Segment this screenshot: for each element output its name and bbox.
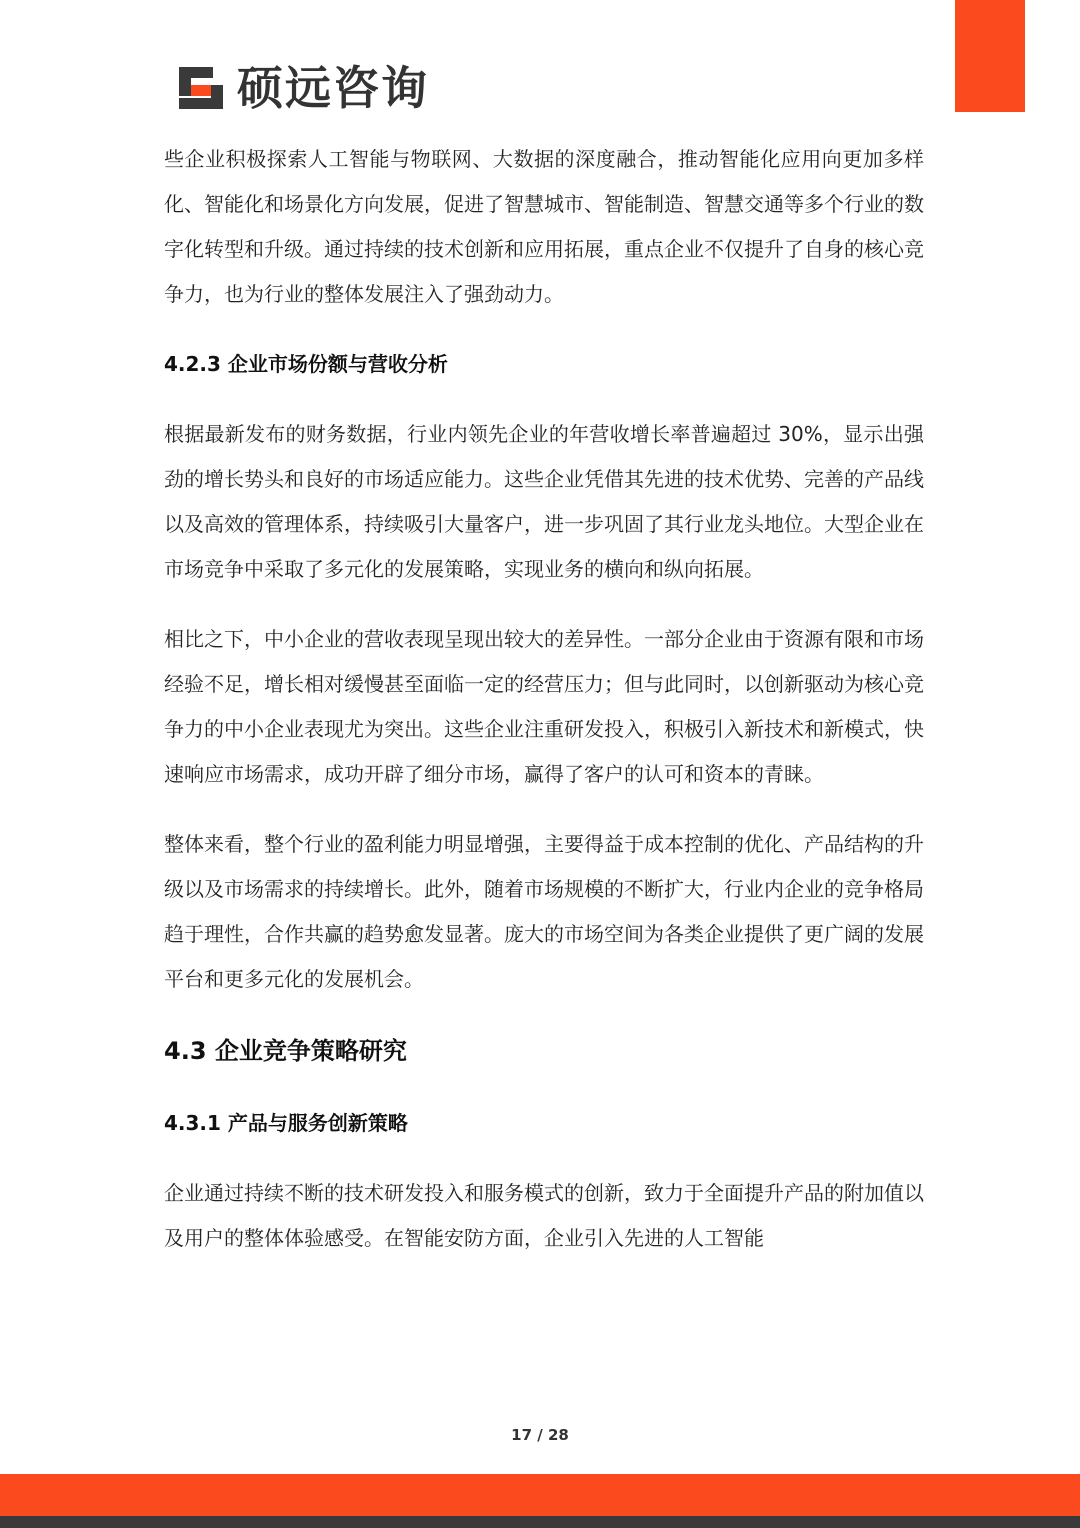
- paragraph: 些企业积极探索人工智能与物联网、大数据的深度融合，推动智能化应用向更加多样化、智能化和场景化方向发展，促进了智慧城市、智能制造、智慧交通等多个行业的数字化转型和升级。通过持续的技术创新和应用拓展，重点企业不仅提升了自身的核心竞争力，也为行业的整体发展注入了强劲动力。: [164, 147, 924, 306]
- brand-name: 硕远咨询: [237, 61, 429, 115]
- paragraph: 整体来看，整个行业的盈利能力明显增强，主要得益于成本控制的优化、产品结构的升级以及市场需求的持续增长。此外，随着市场规模的不断扩大，行业内企业的竞争格局趋于理性，合作共赢的趋势愈发显著。庞大的市场空间为各类企业提供了更广阔的发展平台和更多元化的发展机会。: [164, 832, 924, 991]
- paragraph: 企业通过持续不断的技术研发投入和服务模式的创新，致力于全面提升产品的附加值以及用户的整体体验感受。在智能安防方面，企业引入先进的人工智能: [164, 1181, 924, 1250]
- footer-accent-bar: [0, 1474, 1080, 1516]
- subsection-heading-4-3-1: 4.3.1 产品与服务创新策略: [164, 1111, 408, 1135]
- footer-dark-strip: [0, 1516, 1080, 1528]
- brand-logo: [175, 58, 429, 118]
- paragraph: 根据最新发布的财务数据，行业内领先企业的年营收增长率普遍超过 30%，显示出强劲的增长势头和良好的市场适应能力。这些企业凭借其先进的技术优势、完善的产品线以及高效的管理体系，持续吸引大量客户，进一步巩固了其行业龙头地位。大型企业在市场竞争中采取了多元化的发展策略，实现业务的横向和纵向拓展。: [164, 422, 924, 581]
- brand-logo-icon: [175, 63, 227, 113]
- corner-accent-tab: [955, 0, 1025, 112]
- page-number: 17 / 28: [511, 1426, 569, 1444]
- section-heading-4-3: 4.3 企业竞争策略研究: [164, 1037, 407, 1065]
- paragraph: 相比之下，中小企业的营收表现呈现出较大的差异性。一部分企业由于资源有限和市场经验不足，增长相对缓慢甚至面临一定的经营压力；但与此同时，以创新驱动为核心竞争力的中小企业表现尤为突出。这些企业注重研发投入，积极引入新技术和新模式，快速响应市场需求，成功开辟了细分市场，赢得了客户的认可和资本的青睐。: [164, 627, 924, 786]
- subsection-heading-4-2-3: 4.2.3 企业市场份额与营收分析: [164, 352, 448, 376]
- document-body: [164, 137, 924, 1261]
